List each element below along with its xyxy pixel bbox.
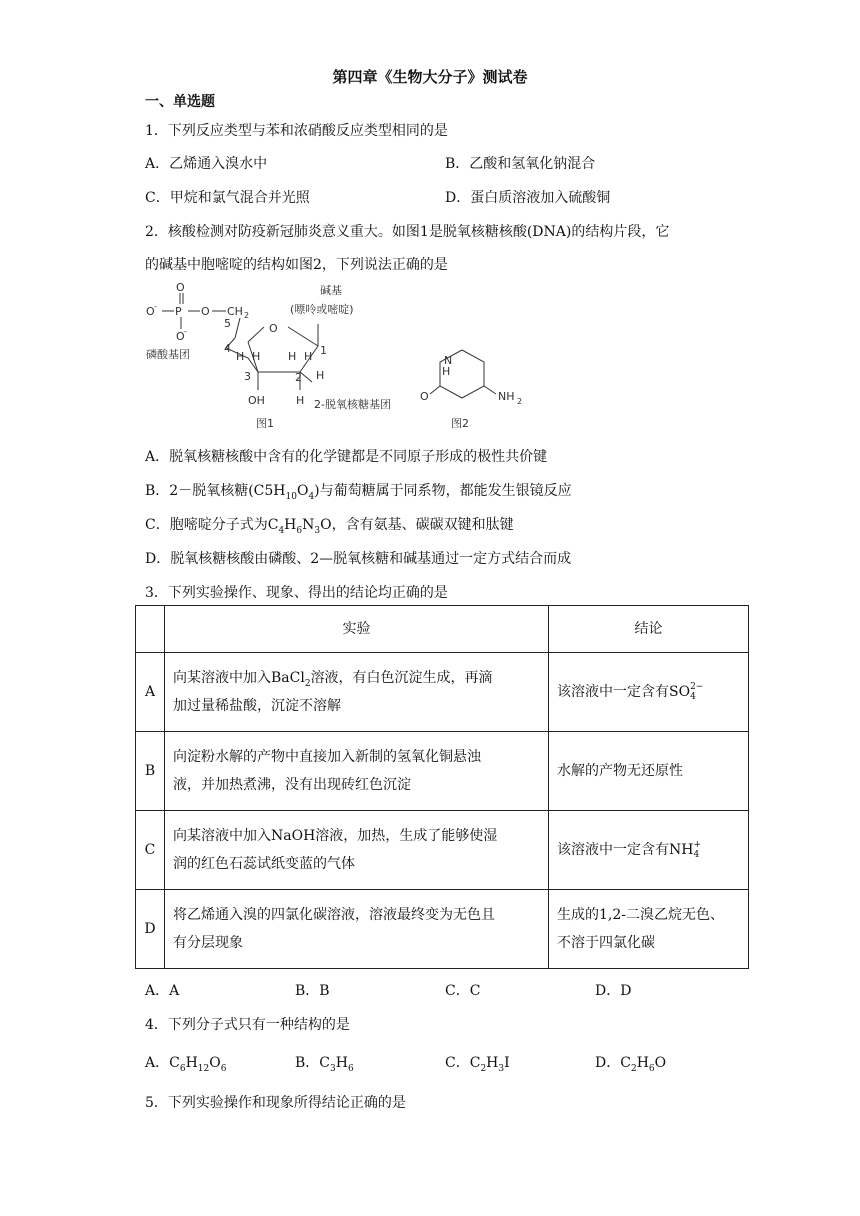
svg-text:O: O	[176, 281, 185, 294]
svg-text:H: H	[252, 350, 261, 363]
svg-text:O: O	[146, 305, 155, 318]
phosphate-label: 磷酸基团	[146, 348, 190, 361]
svg-text:H: H	[316, 369, 325, 382]
q3-stem: 3．下列实验操作、现象、得出的结论均正确的是	[145, 585, 448, 601]
q5-stem: 5．下列实验操作和现象所得结论正确的是	[145, 1095, 406, 1111]
svg-text:P: P	[175, 305, 182, 318]
svg-text:H: H	[236, 350, 245, 363]
table-row: C 向某溶液中加入NaOH溶液，加热，生成了能够使湿 润的红色石蕊试纸变蓝的气体 该溶液中一定含有NH + 4	[136, 811, 749, 890]
page-title: 第四章《生物大分子》测试卷	[332, 68, 528, 86]
table-header-row	[136, 606, 749, 653]
svg-text:O: O	[201, 305, 210, 318]
svg-text:H: H	[442, 365, 451, 378]
q2-option-d: D．脱氧核糖核酸由磷酸、2—脱氧核糖和碱基通过一定方式结合而成	[145, 551, 572, 567]
q4-option-b: B．$C_3H_6$	[295, 1055, 354, 1074]
q2-option-a: A．脱氧核糖核酸中含有的化学键都是不同原子形成的极性共价键	[145, 449, 548, 465]
row-letter: D	[136, 890, 165, 969]
svg-text:H: H	[296, 394, 305, 407]
q1-option-d: D．蛋白质溶液加入硫酸铜	[445, 190, 611, 206]
q3-option-d: D．D	[595, 983, 632, 999]
q4-stem: 4．下列分子式只有一种结构的是	[145, 1017, 350, 1033]
svg-text:NH: NH	[498, 390, 515, 403]
svg-text:H: H	[304, 350, 313, 363]
section-heading: 一、单选题	[145, 94, 215, 110]
q3-option-c: C．C	[445, 983, 481, 999]
table-row: A 向某溶液中加入BaCl$_2$溶液，有白色沉淀生成，再滴 加过量稀盐酸，沉淀不溶解 该溶液中一定含有SO 2− 4	[136, 653, 749, 732]
svg-text:O: O	[420, 390, 429, 403]
q2-option-b: B．2－脱氧核糖$(C5H_{10}O_4)$与葡萄糖属于同系物，都能发生银镜反应	[145, 483, 572, 502]
fig2-caption: 图2	[451, 417, 469, 430]
q4-option-a: A．$C_6H_{12}O_6$	[145, 1055, 227, 1074]
svg-text:OH: OH	[248, 394, 265, 407]
q2-stem-line1: 2．核酸检测对防疫新冠肺炎意义重大。如图1是脱氧核糖核酸(DNA)的结构片段，它	[145, 224, 670, 240]
svg-text:2: 2	[517, 397, 523, 406]
svg-text:-: -	[154, 302, 157, 311]
q3-option-b: B．B	[295, 983, 330, 999]
row-letter: C	[136, 811, 165, 890]
svg-text:CH: CH	[227, 305, 243, 318]
base-label: 碱基	[320, 284, 342, 297]
svg-text:2: 2	[295, 371, 302, 384]
svg-text:5: 5	[224, 317, 231, 330]
dna-structure-figure	[140, 280, 540, 432]
experiment-table	[135, 605, 749, 969]
svg-text:O: O	[176, 330, 185, 343]
q4-option-d: D．$C_2H_6O$	[595, 1055, 667, 1074]
header-experiment: 实验	[165, 606, 549, 653]
table-row: B 向淀粉水解的产物中直接加入新制的氢氧化铜悬浊 液，并加热煮沸，没有出现砖红色沉淀 水解的产物无还原性	[136, 732, 749, 811]
q1-option-a: A．乙烯通入溴水中	[145, 156, 268, 172]
sugar-label: 2-脱氧核糖基团	[314, 398, 391, 411]
q4-option-c: C．$C_2H_3I$	[445, 1055, 510, 1074]
q1-option-c: C．甲烷和氯气混合并光照	[145, 190, 310, 206]
q3-option-a: A．A	[145, 983, 180, 999]
svg-text:O: O	[269, 322, 278, 335]
svg-text:2: 2	[244, 311, 250, 320]
table-row: D 将乙烯通入溴的四氯化碳溶液，溶液最终变为无色且 有分层现象 生成的1,2-二溴乙烷无色、 不溶于四氯化碳	[136, 890, 749, 969]
svg-text:H: H	[288, 350, 297, 363]
row-letter: A	[136, 653, 165, 732]
svg-text:-: -	[184, 327, 187, 336]
q1-stem: 1．下列反应类型与苯和浓硝酸反应类型相同的是	[145, 123, 448, 139]
q2-option-c: C．胞嘧啶分子式为$C_4H_6N_3O$，含有氨基、碳碳双键和肽键	[145, 517, 514, 536]
svg-text:N: N	[444, 354, 453, 367]
svg-text:1: 1	[320, 344, 327, 357]
q1-option-b: B．乙酸和氢氧化钠混合	[445, 156, 596, 172]
svg-text:4: 4	[224, 342, 231, 355]
fig1-caption: 图1	[256, 417, 274, 430]
q2-stem-line2: 的碱基中胞嘧啶的结构如图2，下列说法正确的是	[145, 257, 448, 273]
row-letter: B	[136, 732, 165, 811]
header-conclusion: 结论	[549, 606, 749, 653]
base-sub-label: (嘌呤或嘧啶)	[290, 303, 354, 316]
svg-text:3: 3	[244, 370, 251, 383]
